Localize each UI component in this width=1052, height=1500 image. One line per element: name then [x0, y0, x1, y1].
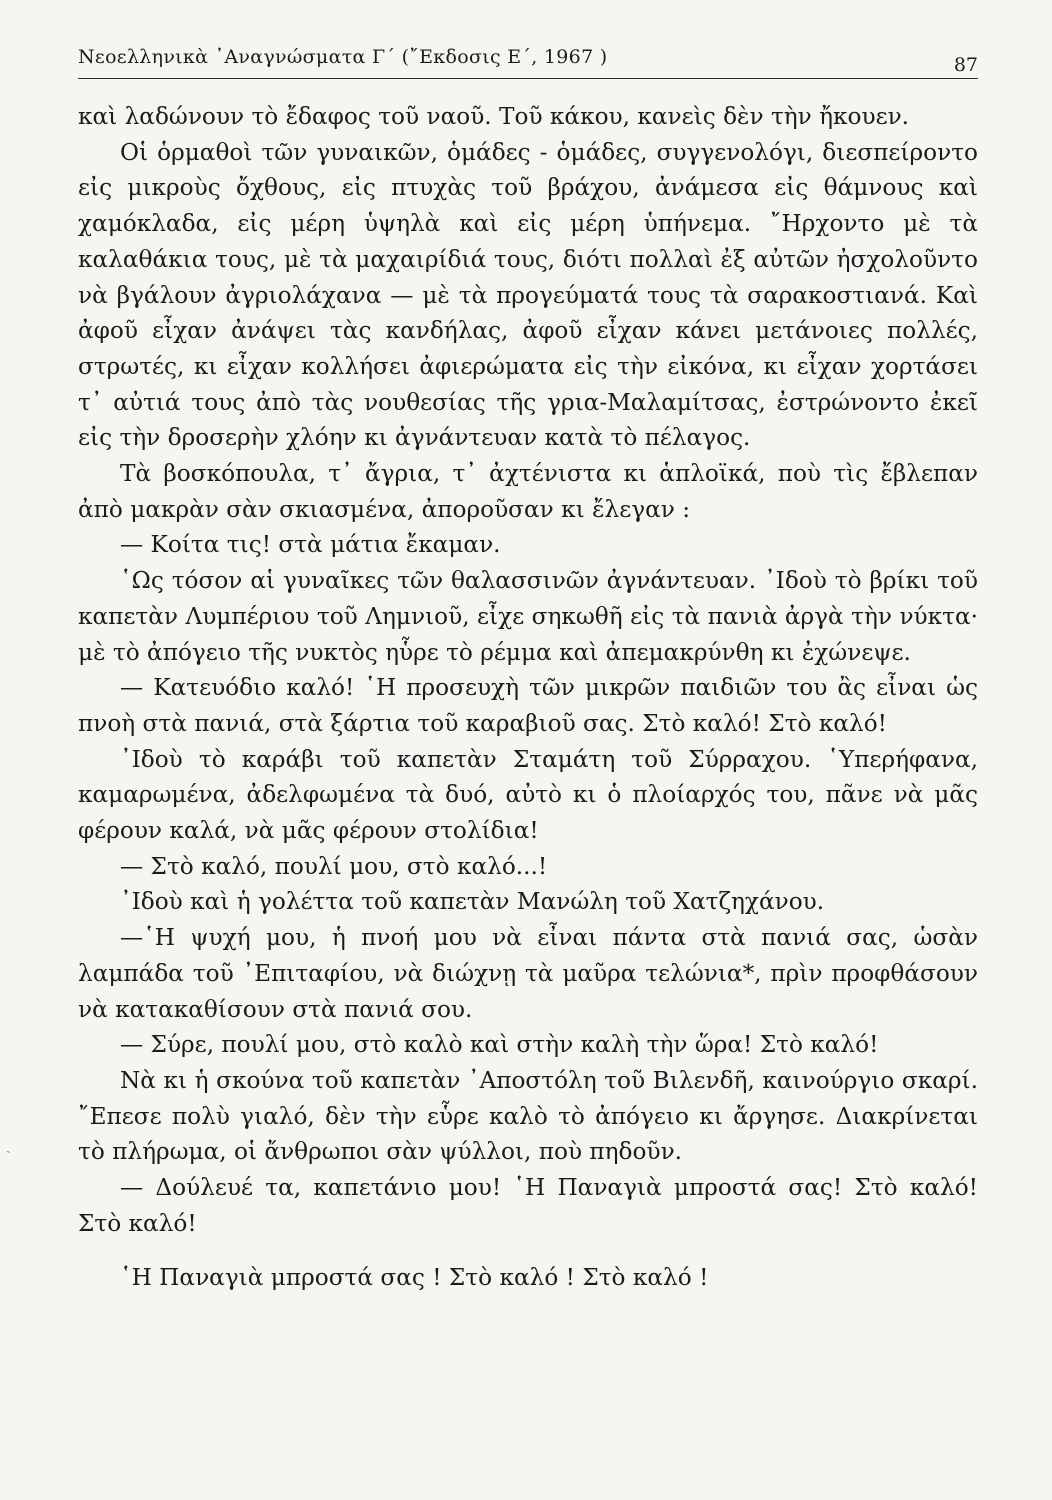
scan-speck-icon: ˎ	[6, 1138, 11, 1154]
paragraph: ᾿Ιδοὺ τὸ καράβι τοῦ καπετὰν Σταμάτη τοῦ Σύρραχου. ῾Υπερήφανα, καμαρωμένα, ἀδελφωμένα τὰ δυό, αὐτὸ κι ὁ πλοίαρχός του, πᾶνε νὰ μᾶς φέρουν καλά, νὰ μᾶς φέρουν στολίδια!	[78, 745, 978, 845]
dialogue-line: — Σύρε, πουλί μου, στὸ καλὸ καὶ στὴν καλὴ τὴν ὥρα! Στὸ καλό!	[120, 1031, 879, 1059]
page-number: 87	[953, 54, 978, 76]
paragraph: ῾Ως τόσον αἱ γυναῖκες τῶν θαλασσινῶν ἀγνάντευαν. ᾿Ιδοὺ τὸ βρίκι τοῦ καπετὰν Λυμπέριου τοῦ Λημνιοῦ, εἶχε σηκωθῆ εἰς τὰ πανιὰ ἀργὰ τὴν νύκτα· μὲ τὸ ἀπόγειο τῆς νυκτὸς ηὗρε τὸ ρέμμα καὶ ἀπεμακρύνθη κι ἐχώνεψε.	[78, 567, 978, 666]
dialogue-line: — Κατευόδιο καλό! ῾Η προσευχὴ τῶν μικρῶν παιδιῶν του ἂς εἶναι ὡς πνοὴ στὰ πανιά, στὰ ξάρτια τοῦ καραβιοῦ σας. Στὸ καλό! Στὸ καλό!	[78, 674, 978, 737]
paragraph: ᾿Ιδοὺ καὶ ἡ γολέττα τοῦ καπετὰν Μανώλη τοῦ Χατζηχάνου.	[120, 888, 825, 916]
paragraph: Τὰ βοσκόπουλα, τ᾿ ἄγρια, τ᾿ ἀχτένιστα κι ἁπλοϊκά, ποὺ τὶς ἔβλεπαν ἀπὸ μακρὰν σὰν σκιασμένα, ἀποροῦσαν κι ἔλεγαν :	[78, 460, 978, 523]
running-header	[78, 36, 978, 79]
dialogue-line: — Στὸ καλό, πουλί μου, στὸ καλό...!	[120, 852, 548, 880]
paragraph-continuation: καὶ λαδώνουν τὸ ἔδαφος τοῦ ναοῦ. Τοῦ κάκου, κανεὶς δὲν τὴν ἤκουεν.	[78, 103, 910, 130]
dialogue-line: — Δούλευέ τα, καπετάνιο μου! ῾Η Παναγιὰ μπροστά σας! Στὸ καλό! Στὸ καλό!	[78, 1174, 978, 1237]
dialogue-line: — Κοίτα τις! στὰ μάτια ἔκαμαν.	[120, 531, 501, 559]
paragraph: Νὰ κι ἡ σκούνα τοῦ καπετὰν ᾿Αποστόλη τοῦ Βιλενδῆ, καινούργιο σκαρί. ῎Επεσε πολὺ γιαλό, δὲν τὴν εὗρε καλὸ τὸ ἀπόγειο κι ἄργησε. Διακρίνεται τὸ πλήρωμα, οἱ ἄνθρωποι σὰν ψύλλοι, ποὺ πηδοῦν.	[78, 1066, 978, 1166]
closing-line: ῾Η Παναγιὰ μπροστά σας ! Στὸ καλό ! Στὸ καλό !	[120, 1263, 709, 1291]
dialogue-line: —῾Η ψυχή μου, ἡ πνοή μου νὰ εἶναι πάντα στὰ πανιά σας, ὡσὰν λαμπάδα τοῦ ᾿Επιταφίου, νὰ διώχνῃ τὰ μαῦρα τελώνια*, πρὶν προφθάσουν νὰ κατακαθίσουν στὰ πανιά σου.	[78, 924, 978, 1023]
paragraph: Οἱ ὁρμαθοὶ τῶν γυναικῶν, ὁμάδες - ὁμάδες, συγγενολόγι, διεσπείροντο εἰς μικροὺς ὄχθους, εἰς πτυχὰς τοῦ βράχου, ἀνάμεσα εἰς θάμνους καὶ χαμόκλαδα, εἰς μέρη ὑψηλὰ καὶ εἰς μέρη ὑπήνεμα. ῎Ηρχοντο μὲ τὰ καλαθάκια τους, μὲ τὰ μαχαιρίδιά τους, διότι πολλαὶ ἐξ αὐτῶν ἠσχολοῦντο νὰ βγάλουν ἀγριολάχανα — μὲ τὰ προγεύματά τους τὰ σαρακοστιανά. Καὶ ἀφοῦ εἶχαν ἀνάψει τὰς κανδήλας, ἀφοῦ εἶχαν κάνει μετάνοιες πολλές, στρωτές, κι εἶχαν κολλήσει ἀφιερώματα εἰς τὴν εἰκόνα, κι εἶχαν χορτάσει τ᾿ αὐτιά τους ἀπὸ τὰς νουθεσίας τῆς γρια-Μαλαμίτσας, ἐστρώνοντο ἐκεῖ εἰς τὴν δροσερὴν χλόην κι ἀγνάντευαν κατὰ τὸ πέλαγος.	[78, 138, 978, 452]
header-title: Νεοελληνικὰ ᾿Αναγνώσματα Γ΄ (῎Εκδοσις Ε΄, 1967 )	[78, 46, 608, 68]
body-text	[78, 99, 978, 1295]
